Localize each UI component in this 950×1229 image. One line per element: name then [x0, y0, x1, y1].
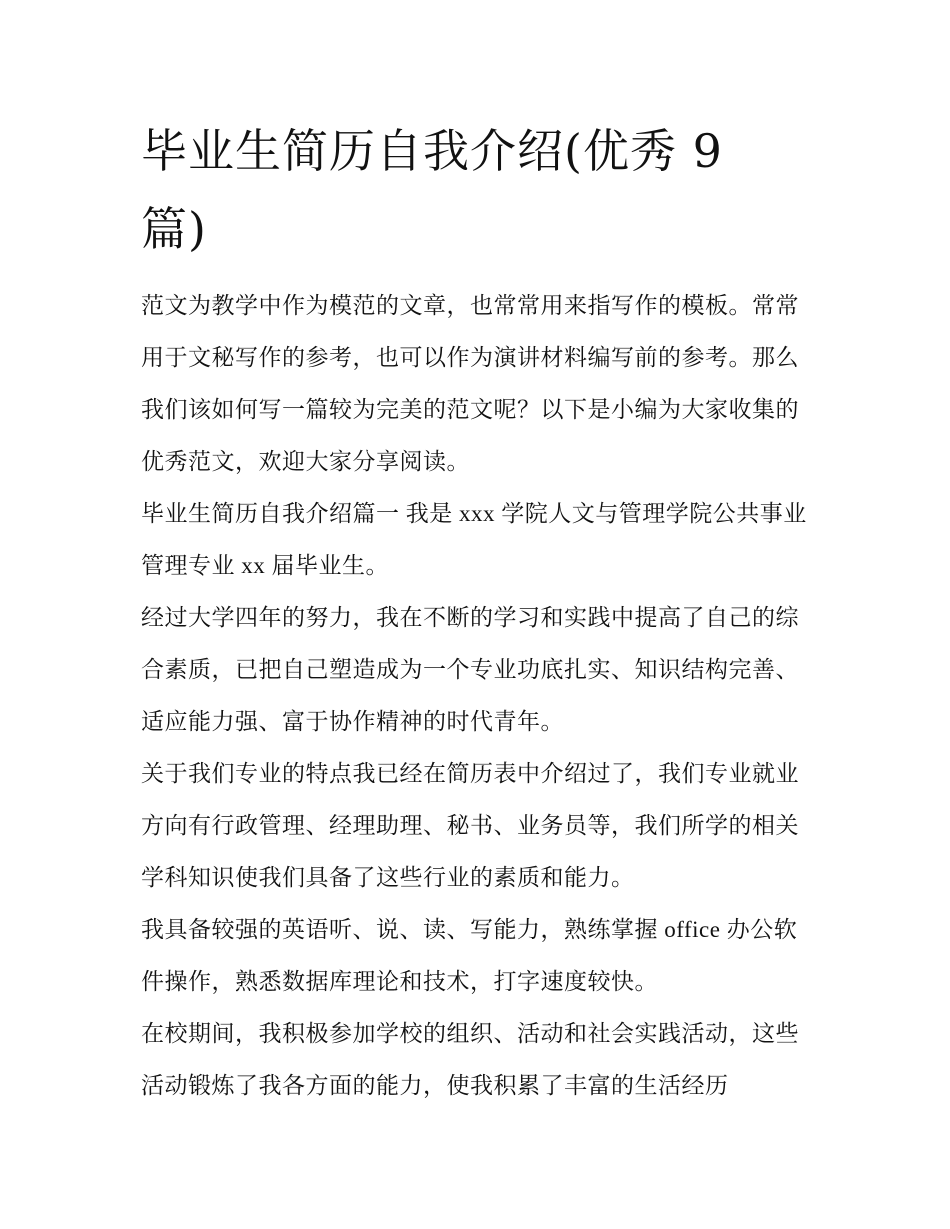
- paragraph-4: 我具备较强的英语听、说、读、写能力，熟练掌握 office 办公软件操作，熟悉数据库理论和技术，打字速度较快。: [141, 917, 798, 994]
- paragraph-3: 关于我们专业的特点我已经在简历表中介绍过了，我们专业就业方向有行政管理、经理助理、秘书、业务员等，我们所学的相关学科知识使我们具备了这些行业的素质和能力。: [141, 761, 799, 890]
- paragraph-1: 毕业生简历自我介绍篇一 我是 xxx 学院人文与管理学院公共事业管理专业 xx 届毕业生。: [141, 501, 807, 578]
- document-title: 毕业生简历自我介绍(优秀 9 篇): [141, 124, 723, 256]
- paragraph-2: 经过大学四年的努力，我在不断的学习和实践中提高了自己的综合素质，已把自己塑造成为一个专业功底扎实、知识结构完善、适应能力强、富于协作精神的时代青年。: [141, 605, 799, 734]
- document-body: [141, 112, 813, 1112]
- paragraph-5: 在校期间，我积极参加学校的组织、活动和社会实践活动，这些活动锻炼了我各方面的能力，使我积累了丰富的生活经历: [141, 1021, 799, 1098]
- paragraph-intro: 范文为教学中作为模范的文章，也常常用来指写作的模板。常常用于文秘写作的参考，也可以作为演讲材料编写前的参考。那么我们该如何写一篇较为完美的范文呢？以下是小编为大家收集的优秀范文，欢迎大家分享阅读。: [141, 293, 799, 474]
